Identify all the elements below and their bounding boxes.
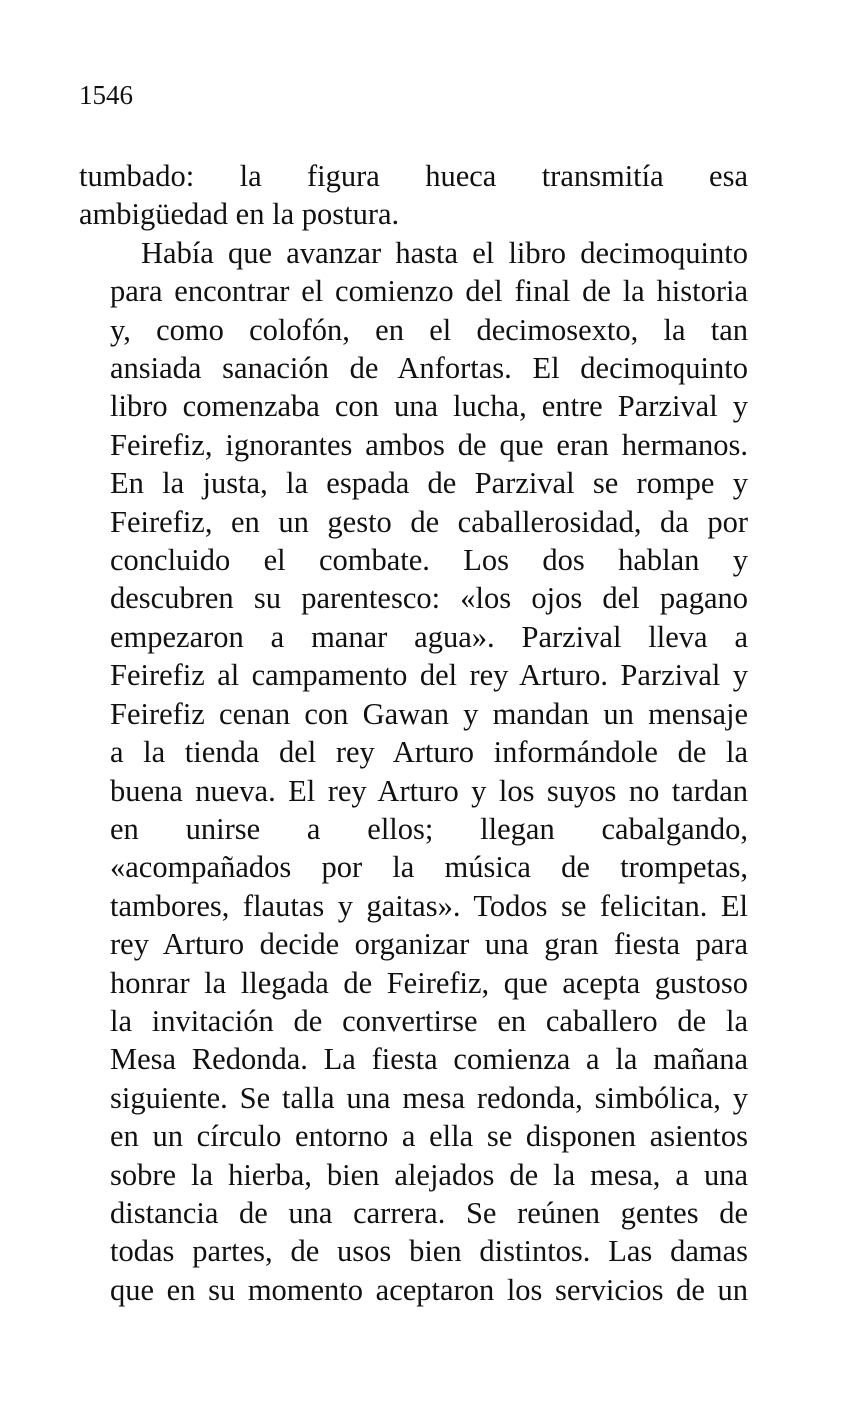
paragraph-continuation — [79, 157, 748, 234]
text-line: Feirefiz, en un gesto de caballerosidad, da por — [110, 504, 748, 539]
text-line: para encontrar el comienzo del final de la historia — [110, 274, 748, 309]
text-line: concluido el combate. Los dos hablan y — [110, 543, 748, 578]
page-number: 1546 — [79, 80, 133, 110]
text-line: tumbado: la figura hueca transmitía esa — [79, 159, 748, 193]
text-line: Feirefiz cenan con Gawan y mandan un mensaje — [110, 696, 748, 731]
text-line: y, como colofón, en el decimosexto, la tan — [110, 312, 748, 347]
text-line: buena nueva. El rey Arturo y los suyos no tardan — [110, 773, 748, 808]
text-line: todas partes, de usos bien distintos. Las damas — [110, 1234, 748, 1269]
text-line: honrar la llegada de Feirefiz, que acepta gustoso — [110, 965, 748, 1000]
text-line: Feirefiz al campamento del rey Arturo. Parzival y — [110, 658, 748, 693]
text-line: distancia de una carrera. Se reúnen gentes de — [110, 1195, 748, 1230]
text-line: Mesa Redonda. La fiesta comienza a la mañana — [110, 1042, 748, 1077]
text-line: En la justa, la espada de Parzival se rompe y — [110, 466, 748, 501]
text-line: a la tienda del rey Arturo informándole de la — [110, 735, 748, 770]
text-line: empezaron a manar agua». Parzival lleva a — [110, 619, 748, 654]
text-line: descubren su parentesco: «los ojos del pagano — [110, 581, 748, 616]
text-line: libro comenzaba con una lucha, entre Parzival y — [110, 389, 748, 424]
paragraph — [79, 234, 748, 1309]
text-line: en unirse a ellos; llegan cabalgando, — [110, 811, 748, 846]
text-line: la invitación de convertirse en caballero de la — [110, 1003, 748, 1038]
text-line: ansiada sanación de Anfortas. El decimoquinto — [110, 351, 748, 386]
text-line: «acompañados por la música de trompetas, — [110, 850, 748, 885]
text-line: sobre la hierba, bien alejados de la mesa, a una — [110, 1157, 748, 1192]
body-text — [79, 157, 748, 1309]
text-line: ambigüedad en la postura. — [79, 197, 400, 232]
text-line: Feirefiz, ignorantes ambos de que eran hermanos. — [110, 427, 748, 462]
text-line: rey Arturo decide organizar una gran fiesta para — [110, 927, 748, 962]
text-line: en un círculo entorno a ella se disponen asientos — [110, 1119, 748, 1154]
text-line: tambores, flautas y gaitas». Todos se felicitan. El — [110, 888, 748, 923]
text-line: que en su momento aceptaron los servicios de un — [110, 1272, 748, 1307]
text-line: Había que avanzar hasta el libro decimoquinto — [141, 235, 748, 270]
text-line: siguiente. Se talla una mesa redonda, simbólica, y — [110, 1080, 748, 1115]
